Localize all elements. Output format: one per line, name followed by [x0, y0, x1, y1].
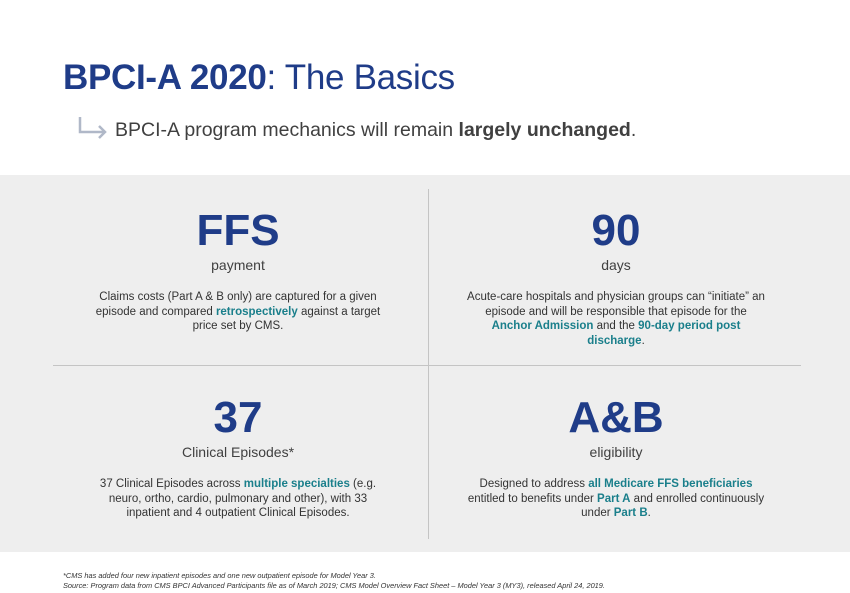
basics-panel	[0, 175, 850, 552]
description-text: .	[641, 334, 645, 347]
subtitle-bold: largely unchanged	[458, 119, 631, 141]
highlight-text: 90-day period post discharge	[587, 320, 741, 347]
footnotes	[63, 571, 605, 590]
highlight-text: all Medicare FFS beneficiaries	[588, 478, 753, 490]
highlight-text: Anchor Admission	[491, 320, 594, 332]
description-text: Acute-care hospitals and physician groups can “initiate” an episode and will be responsible that episode for the	[467, 291, 765, 318]
quadrant-big-value: A&B	[568, 393, 664, 442]
description-text: Claims costs (Part A & B only) are captured for a given episode and compared	[95, 291, 377, 318]
quadrant-a-and-b	[466, 395, 766, 521]
title-bold: BPCI-A 2020	[63, 58, 267, 97]
highlight-text: multiple specialties	[243, 478, 350, 490]
horizontal-divider	[53, 365, 801, 366]
quadrant-caption: eligibility	[589, 444, 643, 460]
description-text: 37 Clinical Episodes across	[99, 478, 244, 490]
quadrant-description	[466, 290, 766, 348]
title-rest: : The Basics	[266, 58, 455, 97]
highlight-text: Part B	[613, 507, 648, 519]
description-text: and enrolled continuously under	[581, 492, 765, 519]
quadrant-caption: Clinical Episodes*	[181, 444, 295, 460]
quadrant-big-value: 37	[213, 393, 263, 442]
elbow-arrow-icon	[78, 117, 108, 141]
description-text: and the	[593, 320, 639, 332]
quadrant-caption: days	[601, 257, 631, 273]
subtitle-row	[78, 117, 778, 145]
quadrant-description	[88, 477, 388, 521]
quadrant-description	[466, 477, 766, 521]
highlight-text: Part A	[597, 492, 631, 505]
description-text: .	[647, 507, 651, 519]
quadrant-big-value: FFS	[196, 206, 280, 255]
subtitle-prefix: BPCI-A program mechanics will remain	[115, 119, 459, 141]
quadrant-ffs	[88, 208, 388, 334]
highlight-text: retrospectively	[215, 305, 298, 318]
description-text: (e.g. neuro, ortho, cardio, pulmonary and other), with 33 inpatient and 4 outpatient Clinical Episodes.	[108, 478, 377, 519]
footnote-episodes: *CMS has added four new inpatient episodes and one new outpatient episode for Model Year 3.	[63, 571, 376, 580]
subtitle-suffix: .	[630, 119, 637, 141]
quadrant-description	[88, 290, 388, 334]
footnote-source: Source: Program data from CMS BPCI Advanced Participants file as of March 2019; CMS Model Overview Fact Sheet – Model Year 3 (MY3), released April 24, 2019.	[63, 580, 605, 590]
quadrant-big-value: 90	[591, 206, 641, 255]
page-title	[63, 58, 455, 98]
quadrant-37-episodes	[88, 395, 388, 521]
vertical-divider	[428, 189, 429, 539]
description-text: Designed to address	[479, 478, 589, 490]
description-text: against a target price set by CMS.	[192, 305, 381, 332]
quadrant-caption: payment	[211, 257, 265, 273]
subtitle	[115, 119, 636, 142]
quadrant-90-days	[466, 208, 766, 348]
description-text: entitled to benefits under	[467, 492, 598, 505]
